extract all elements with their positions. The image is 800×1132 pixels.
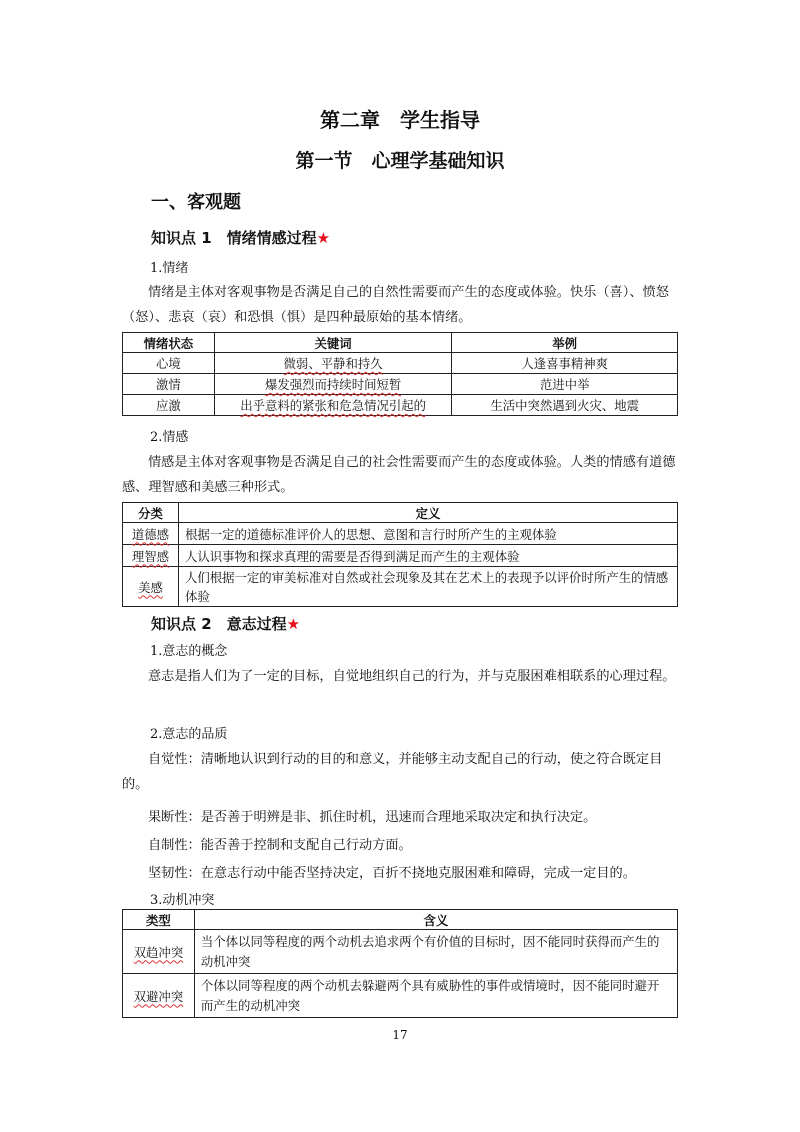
motive-conflict-table — [122, 909, 678, 1018]
knowledge-point-1-heading — [151, 227, 330, 248]
will-quality-item: 自觉性：清晰地认识到行动的目的和意义，并能够主动支配自己的行动，使之符合既定目的。 — [122, 752, 663, 792]
will-quality-item: 果断性：是否善于明辨是非、抓住时机，迅速而合理地采取决定和执行决定。 — [148, 810, 597, 825]
table-header-row — [123, 910, 678, 930]
subheading-feeling: 2.情感 — [150, 430, 189, 445]
table-row — [123, 374, 678, 395]
table-header-row — [123, 503, 678, 523]
table-header-cell: 类型 — [123, 910, 195, 930]
will-quality-item: 坚韧性：在意志行动中能否坚持决定，百折不挠地克服困难和障碍，完成一定目的。 — [148, 866, 636, 881]
table-header-cell: 定义 — [178, 503, 677, 523]
table-cell: 心境 — [123, 353, 215, 374]
subheading-will-concept: 1.意志的概念 — [150, 644, 228, 659]
table-row — [123, 567, 678, 607]
table-cell: 出乎意料的紧张和危急情况引起的 — [214, 395, 452, 416]
subheading-motive-conflict: 3.动机冲突 — [150, 893, 215, 908]
table-cell: 微弱、平静和持久 — [214, 353, 452, 374]
table-cell: 道德感 — [123, 523, 179, 545]
paragraph-feeling: 情感是主体对客观事物是否满足自己的社会性需要而产生的态度或体验。人类的情感有道德感、理智感和美感三种形式。 — [122, 455, 676, 495]
table-cell: 爆发强烈而持续时间短暂 — [214, 374, 452, 395]
feeling-type-table — [122, 502, 678, 607]
table-header-cell: 情绪状态 — [123, 333, 215, 353]
knowledge-point-1-title: 知识点 1 情绪情感过程 — [151, 229, 317, 247]
table-header-cell: 举例 — [452, 333, 678, 353]
chapter-title: 第二章 学生指导 — [320, 108, 480, 132]
table-cell: 应激 — [123, 395, 215, 416]
table-header-cell: 分类 — [123, 503, 179, 523]
table-row — [123, 353, 678, 374]
knowledge-point-2-heading — [151, 613, 300, 634]
table-cell: 生活中突然遇到火灾、地震 — [452, 395, 678, 416]
emotion-state-table — [122, 332, 678, 416]
table-cell: 当个体以同等程度的两个动机去追求两个有价值的目标时，因不能同时获得而产生的动机冲突 — [194, 930, 677, 974]
table-cell: 双趋冲突 — [123, 930, 195, 974]
subheading-emotion: 1.情绪 — [150, 261, 189, 276]
table-header-cell: 关键词 — [214, 333, 452, 353]
table-cell: 范进中举 — [452, 374, 678, 395]
table-cell: 人认识事物和探求真理的需要是否得到满足而产生的主观体验 — [178, 545, 677, 567]
part-title: 一、客观题 — [151, 192, 241, 213]
table-cell: 人们根据一定的审美标准对自然或社会现象及其在艺术上的表现予以评价时所产生的情感体验 — [178, 567, 677, 607]
table-row — [123, 545, 678, 567]
star-icon: ★ — [316, 229, 331, 247]
table-cell: 激情 — [123, 374, 215, 395]
table-cell: 根据一定的道德标准评价人的思想、意图和言行时所产生的主观体验 — [178, 523, 677, 545]
knowledge-point-2-title: 知识点 2 意志过程 — [151, 615, 287, 633]
table-row — [123, 395, 678, 416]
table-cell: 人逢喜事精神爽 — [452, 353, 678, 374]
paragraph-will-concept: 意志是指人们为了一定的目标，自觉地组织自己的行为，并与克服困难相联系的心理过程。 — [148, 669, 676, 684]
table-cell: 个体以同等程度的两个动机去躲避两个具有威胁性的事件或情境时，因不能同时避开而产生的动机冲突 — [194, 974, 677, 1018]
table-row — [123, 974, 678, 1018]
table-row — [123, 930, 678, 974]
page-number: 17 — [392, 1028, 408, 1042]
section-title: 第一节 心理学基础知识 — [295, 150, 505, 172]
will-quality-item: 自制性：能否善于控制和支配自己行动方面。 — [148, 838, 412, 853]
star-icon: ★ — [286, 615, 301, 633]
subheading-will-quality: 2.意志的品质 — [150, 727, 228, 742]
paragraph-emotion: 情绪是主体对客观事物是否满足自己的自然性需要而产生的态度或体验。快乐（喜）、愤怒（怒）、悲哀（哀）和恐惧（惧）是四种最原始的基本情绪。 — [122, 285, 669, 325]
table-cell: 双避冲突 — [123, 974, 195, 1018]
table-header-row — [123, 333, 678, 353]
table-header-cell: 含义 — [194, 910, 677, 930]
table-cell: 美感 — [123, 567, 179, 607]
table-row — [123, 523, 678, 545]
table-cell: 理智感 — [123, 545, 179, 567]
